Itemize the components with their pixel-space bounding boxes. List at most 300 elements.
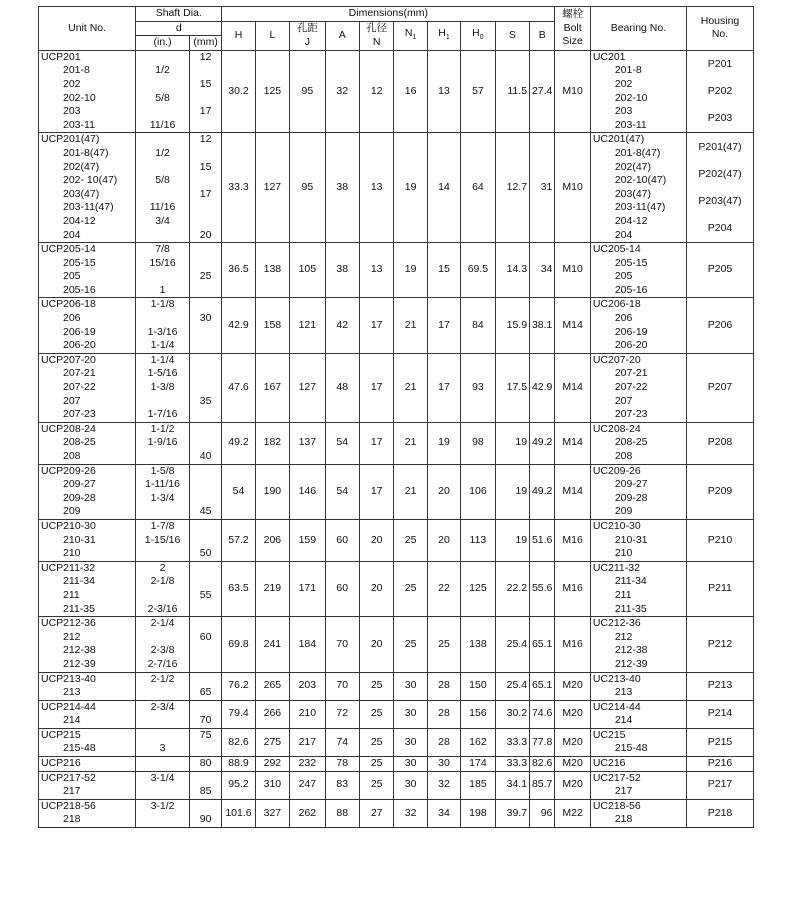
unit-no: 212-39 (63, 657, 96, 670)
bolt-size-cell: M10 (555, 133, 590, 243)
housing-no-cell: P206 (687, 298, 754, 353)
mm-value: 85 (199, 785, 212, 798)
unit-no-cell (39, 799, 136, 827)
bolt-size-cell: M14 (555, 464, 590, 519)
unit-no: 209-27 (63, 478, 96, 491)
unit-no: UCP208-24 (41, 422, 96, 435)
bearing-no: UC207-20 (592, 353, 641, 366)
s-cell: 19 (495, 464, 529, 519)
unit-no: 206 (63, 312, 81, 325)
n1-cell: 25 (394, 561, 427, 616)
unit-no: UCP214-44 (41, 700, 96, 713)
inch-value: 2-3/4 (150, 700, 175, 713)
unit-no: UCP218-56 (41, 799, 96, 812)
housing-no: P202(47) (698, 167, 742, 180)
bearing-no-cell (590, 771, 686, 799)
n1-cell: 32 (394, 799, 427, 827)
mm-value (190, 174, 221, 188)
bearing-no: UC216 (592, 757, 626, 770)
inch-value: 2-1/2 (150, 672, 175, 685)
housing-no: P203 (707, 112, 733, 125)
b-cell: 38.1 (530, 298, 555, 353)
h1-cell: 20 (427, 519, 460, 561)
n1-cell: 30 (394, 672, 427, 700)
h1-cell: 20 (427, 464, 460, 519)
b-cell: 34 (530, 243, 555, 298)
j-header: 孔距 J (290, 21, 325, 50)
bearing-no-cell (590, 799, 686, 827)
s-cell: 30.2 (495, 700, 529, 728)
bearing-no: 203-11(47) (614, 201, 666, 214)
unit-no: 207 (63, 394, 81, 407)
mm-value: 25 (199, 270, 212, 283)
h0-cell: 98 (461, 422, 495, 464)
unit-no: 207-22 (63, 381, 96, 394)
n-cell: 12 (359, 50, 393, 133)
table-row (39, 243, 754, 298)
bearing-no: 203-11 (614, 118, 647, 131)
inch-value (136, 631, 189, 645)
bearing-no: 218 (614, 813, 633, 826)
inch-cell (136, 298, 190, 353)
unit-no: 204-12 (63, 214, 96, 227)
h-cell: 47.6 (222, 353, 255, 422)
unit-no: UCP211-32 (41, 561, 96, 574)
mm-value (190, 562, 221, 576)
mm-cell (189, 353, 221, 422)
h0-cell: 57 (461, 50, 495, 133)
l-cell: 241 (255, 617, 289, 672)
bearing-no-header: Bearing No. (590, 7, 686, 51)
j-cell: 247 (290, 771, 325, 799)
bearing-no: UC208-24 (592, 422, 641, 435)
bearing-no-cell (590, 298, 686, 353)
bearing-no: UC205-14 (592, 243, 641, 256)
mm-value (190, 257, 221, 271)
s-cell: 25.4 (495, 672, 529, 700)
inch-value (136, 589, 189, 603)
mm-cell (189, 50, 221, 133)
b-cell: 74.6 (530, 700, 555, 728)
table-row (39, 617, 754, 672)
bearing-no: 212-39 (614, 657, 648, 670)
inch-value: 1-1/4 (150, 353, 175, 366)
s-cell: 11.5 (495, 50, 529, 133)
h1-cell: 25 (427, 617, 460, 672)
table-body (39, 50, 754, 827)
mm-cell (189, 243, 221, 298)
inch-value: 3/4 (155, 214, 170, 227)
mm-cell (189, 133, 221, 243)
table-row (39, 519, 754, 561)
l-cell: 265 (255, 672, 289, 700)
inch-value (136, 785, 189, 799)
unit-no-cell (39, 50, 136, 133)
s-cell: 15.9 (495, 298, 529, 353)
a-cell: 60 (325, 561, 359, 616)
mm-value (190, 644, 221, 658)
h-cell: 88.9 (222, 757, 255, 772)
housing-no: P203(47) (698, 194, 742, 207)
h0-cell: 106 (461, 464, 495, 519)
unit-no: 201-8(47) (63, 146, 109, 159)
j-cell: 262 (290, 799, 325, 827)
a-cell: 42 (325, 298, 359, 353)
mm-value (190, 534, 221, 548)
inch-value: 1-15/16 (144, 533, 181, 546)
mm-value: 15 (199, 77, 212, 90)
h1-cell: 22 (427, 561, 460, 616)
n-cell: 25 (359, 757, 393, 772)
inch-value (136, 78, 189, 92)
mm-value: 15 (199, 160, 212, 173)
bearing-no: 201-8(47) (614, 146, 661, 159)
h-cell: 33.3 (222, 133, 255, 243)
inch-value: 1-11/16 (145, 478, 180, 491)
unit-no-cell (39, 771, 136, 799)
table-row (39, 728, 754, 756)
bearing-no: 207-21 (614, 367, 648, 380)
n-cell: 27 (359, 799, 393, 827)
n-cell: 20 (359, 561, 393, 616)
housing-no-cell: P210 (687, 519, 754, 561)
unit-no: 205-15 (63, 256, 96, 269)
j-cell: 121 (290, 298, 325, 353)
mm-value (190, 326, 221, 340)
mm-value (190, 492, 221, 506)
h-cell: 57.2 (222, 519, 255, 561)
inch-cell (136, 561, 190, 616)
inch-value (136, 757, 189, 771)
mm-value (190, 423, 221, 437)
bearing-no: 208 (614, 450, 633, 462)
unit-no-cell (39, 464, 136, 519)
inch-cell (136, 353, 190, 422)
inch-cell (136, 672, 190, 700)
bearing-no-cell (590, 422, 686, 464)
inch-value: 1-1/8 (150, 298, 175, 311)
unit-no-cell (39, 728, 136, 756)
inch-header: (in.) (136, 36, 190, 51)
mm-value (190, 201, 221, 215)
bearing-no-cell (590, 672, 686, 700)
inch-value (136, 729, 189, 743)
l-cell: 190 (255, 464, 289, 519)
j-cell: 217 (290, 728, 325, 756)
bearing-no-cell (590, 353, 686, 422)
mm-value (190, 92, 221, 106)
h-cell: 79.4 (222, 700, 255, 728)
unit-no-cell (39, 422, 136, 464)
mm-value (190, 354, 221, 368)
unit-no: UCP210-30 (41, 519, 96, 532)
h-cell: 63.5 (222, 561, 255, 616)
mm-value (190, 478, 221, 492)
housing-no-cell: P209 (687, 464, 754, 519)
bolt-size-cell: M20 (555, 757, 590, 772)
n1-cell: 19 (394, 243, 427, 298)
housing-no: P204 (707, 221, 733, 234)
mm-value: 12 (199, 133, 212, 146)
unit-no: 208-25 (63, 436, 96, 449)
bearing-no: UC201(47) (592, 133, 645, 146)
b-cell: 42.9 (530, 353, 555, 422)
bearing-no: 217 (614, 785, 633, 798)
b-cell: 55.6 (530, 561, 555, 616)
h0-cell: 69.5 (461, 243, 495, 298)
mm-value (190, 658, 221, 672)
mm-value (190, 520, 221, 534)
inch-value: 7/8 (155, 243, 170, 256)
unit-no: 203(47) (63, 187, 100, 200)
bearing-no: 211 (614, 588, 632, 601)
inch-cell (136, 50, 190, 133)
h-header: H (222, 21, 255, 50)
a-cell: 54 (325, 464, 359, 519)
unit-no: 206-20 (63, 339, 96, 352)
bolt-size-cell: M14 (555, 353, 590, 422)
inch-cell (136, 422, 190, 464)
shaft-dia-header: Shaft Dia. (136, 7, 222, 22)
inch-value: 1-3/8 (150, 381, 175, 394)
mm-value (190, 772, 221, 786)
bearing-no: 202 (614, 77, 633, 90)
bearing-spec-table (38, 6, 754, 828)
h-cell: 101.6 (222, 799, 255, 827)
s-cell: 25.4 (495, 617, 529, 672)
inch-cell (136, 464, 190, 519)
bolt-size-cell: M16 (555, 617, 590, 672)
h1-cell: 17 (427, 353, 460, 422)
mm-value (190, 243, 221, 257)
h1-cell: 34 (427, 799, 460, 827)
table-row (39, 353, 754, 422)
l-header: L (255, 21, 289, 50)
n-cell: 13 (359, 133, 393, 243)
unit-no: 218 (63, 813, 81, 826)
bearing-no-cell (590, 519, 686, 561)
h-cell: 49.2 (222, 422, 255, 464)
b-cell: 65.1 (530, 672, 555, 700)
inch-value: 2 (159, 561, 166, 574)
a-cell: 32 (325, 50, 359, 133)
bearing-no: 207 (614, 394, 633, 407)
h0-cell: 156 (461, 700, 495, 728)
h1-cell: 32 (427, 771, 460, 799)
unit-no: 215-48 (63, 742, 96, 755)
unit-no: 212-38 (63, 644, 96, 657)
n-cell: 25 (359, 728, 393, 756)
bolt-size-cell: M20 (555, 672, 590, 700)
h1-cell: 14 (427, 133, 460, 243)
table-row (39, 50, 754, 133)
inch-value: 3 (159, 742, 166, 755)
bearing-no: UC218-56 (592, 799, 641, 812)
unit-no: UCP201(47) (41, 133, 100, 146)
mm-value: 70 (199, 714, 212, 727)
mm-cell (189, 757, 221, 772)
inch-value: 1-9/16 (147, 436, 178, 449)
bearing-no-cell (590, 617, 686, 672)
mm-value (190, 800, 221, 814)
inch-value: 11/16 (149, 201, 176, 214)
j-cell: 232 (290, 757, 325, 772)
housing-no-cell: P215 (687, 728, 754, 756)
dimensions-header: Dimensions(mm) (222, 7, 555, 22)
bearing-no: 205-16 (614, 283, 648, 296)
j-cell: 105 (290, 243, 325, 298)
unit-no: UCP213-40 (41, 672, 96, 685)
mm-value: 35 (199, 394, 212, 407)
n1-cell: 21 (394, 298, 427, 353)
mm-cell (189, 771, 221, 799)
bolt-size-cell: M10 (555, 243, 590, 298)
inch-value: 1-5/8 (150, 464, 175, 477)
unit-no: UCP205-14 (41, 243, 96, 256)
inch-value: 15/16 (149, 256, 176, 269)
mm-value: 40 (199, 450, 212, 462)
unit-no: UCP209-26 (41, 464, 96, 477)
inch-value (136, 714, 189, 728)
mm-value: 30 (199, 312, 212, 325)
mm-value: 65 (199, 686, 212, 699)
bearing-no: 202(47) (614, 160, 652, 173)
l-cell: 219 (255, 561, 289, 616)
s-cell: 34.1 (495, 771, 529, 799)
mm-value: 17 (199, 187, 212, 200)
n1-cell: 30 (394, 728, 427, 756)
unit-no: 203 (63, 105, 81, 118)
bearing-no: 203(47) (614, 187, 652, 200)
bearing-no: 209 (614, 505, 633, 518)
a-header: A (325, 21, 359, 50)
bolt-size-cell: M20 (555, 700, 590, 728)
housing-no-cell: P217 (687, 771, 754, 799)
bearing-no: UC212-36 (592, 617, 641, 630)
h0-cell: 93 (461, 353, 495, 422)
unit-no: 210 (63, 547, 81, 560)
mm-cell (189, 700, 221, 728)
h-cell: 76.2 (222, 672, 255, 700)
inch-value: 2-1/8 (150, 575, 175, 588)
unit-no: 212 (63, 630, 81, 643)
j-cell: 171 (290, 561, 325, 616)
housing-no: P201(47) (698, 140, 742, 153)
table-row (39, 672, 754, 700)
unit-no-cell (39, 243, 136, 298)
a-cell: 70 (325, 617, 359, 672)
n1-cell: 30 (394, 771, 427, 799)
table-row (39, 771, 754, 799)
unit-no: 214 (63, 714, 81, 727)
bearing-no-cell (590, 757, 686, 772)
mm-value (190, 408, 221, 422)
h1-cell: 28 (427, 700, 460, 728)
inch-value (136, 813, 189, 827)
table-row (39, 700, 754, 728)
bearing-no: 208-25 (614, 436, 648, 449)
inch-value: 5/8 (155, 174, 170, 187)
h1-cell: 28 (427, 672, 460, 700)
unit-no: 210-31 (63, 533, 96, 546)
housing-no-cell (687, 50, 754, 133)
mm-value (190, 673, 221, 687)
h0-cell: 138 (461, 617, 495, 672)
table-header (39, 7, 754, 51)
bearing-no: 210-31 (614, 533, 648, 546)
a-cell: 74 (325, 728, 359, 756)
bearing-no: UC214-44 (592, 700, 641, 713)
inch-value: 1 (159, 283, 166, 296)
h-cell: 69.8 (222, 617, 255, 672)
bearing-no: 201-8 (614, 64, 642, 77)
bolt-size-cell: M22 (555, 799, 590, 827)
l-cell: 125 (255, 50, 289, 133)
housing-no: P202 (707, 85, 733, 98)
mm-cell (189, 617, 221, 672)
h1-header: $H_1$ (427, 21, 460, 50)
s-header: S (495, 21, 529, 50)
mm-value (190, 298, 221, 312)
a-cell: 38 (325, 133, 359, 243)
inch-value: 11/16 (149, 118, 176, 131)
inch-value: 3-1/4 (150, 771, 175, 784)
bearing-no-cell (590, 243, 686, 298)
mm-cell (189, 561, 221, 616)
unit-no: 202 (63, 77, 81, 90)
unit-no: 213 (63, 686, 81, 699)
bearing-no: 206-19 (614, 325, 648, 338)
inch-value (136, 229, 189, 243)
bearing-no-cell (590, 50, 686, 133)
housing-no-cell: P208 (687, 422, 754, 464)
b-cell: 96 (530, 799, 555, 827)
mm-value (190, 64, 221, 78)
j-cell: 95 (290, 50, 325, 133)
unit-no: 203-11(47) (63, 201, 114, 214)
inch-value (136, 51, 189, 65)
housing-no-cell: P212 (687, 617, 754, 672)
mm-value (190, 147, 221, 161)
inch-cell (136, 728, 190, 756)
l-cell: 167 (255, 353, 289, 422)
j-cell: 146 (290, 464, 325, 519)
inch-value (136, 105, 189, 119)
mm-value (190, 617, 221, 631)
h0-cell: 174 (461, 757, 495, 772)
b-cell: 49.2 (530, 422, 555, 464)
inch-value: 1-5/16 (147, 367, 178, 380)
unit-no: 202-10 (63, 91, 96, 104)
bearing-no-cell (590, 464, 686, 519)
unit-no-cell (39, 353, 136, 422)
mm-cell (189, 672, 221, 700)
s-cell: 12.7 (495, 133, 529, 243)
unit-no: 206-19 (63, 325, 96, 338)
mm-value (190, 381, 221, 395)
bolt-size-cell: M14 (555, 298, 590, 353)
h0-cell: 64 (461, 133, 495, 243)
mm-value (190, 339, 221, 353)
unit-no: 211-35 (63, 602, 95, 615)
inch-value: 1-1/2 (150, 422, 175, 435)
n1-cell: 21 (394, 464, 427, 519)
b-cell: 77.8 (530, 728, 555, 756)
l-cell: 275 (255, 728, 289, 756)
inch-value: 1/2 (155, 64, 170, 77)
inch-value (136, 547, 189, 561)
bearing-no: UC213-40 (592, 672, 641, 685)
